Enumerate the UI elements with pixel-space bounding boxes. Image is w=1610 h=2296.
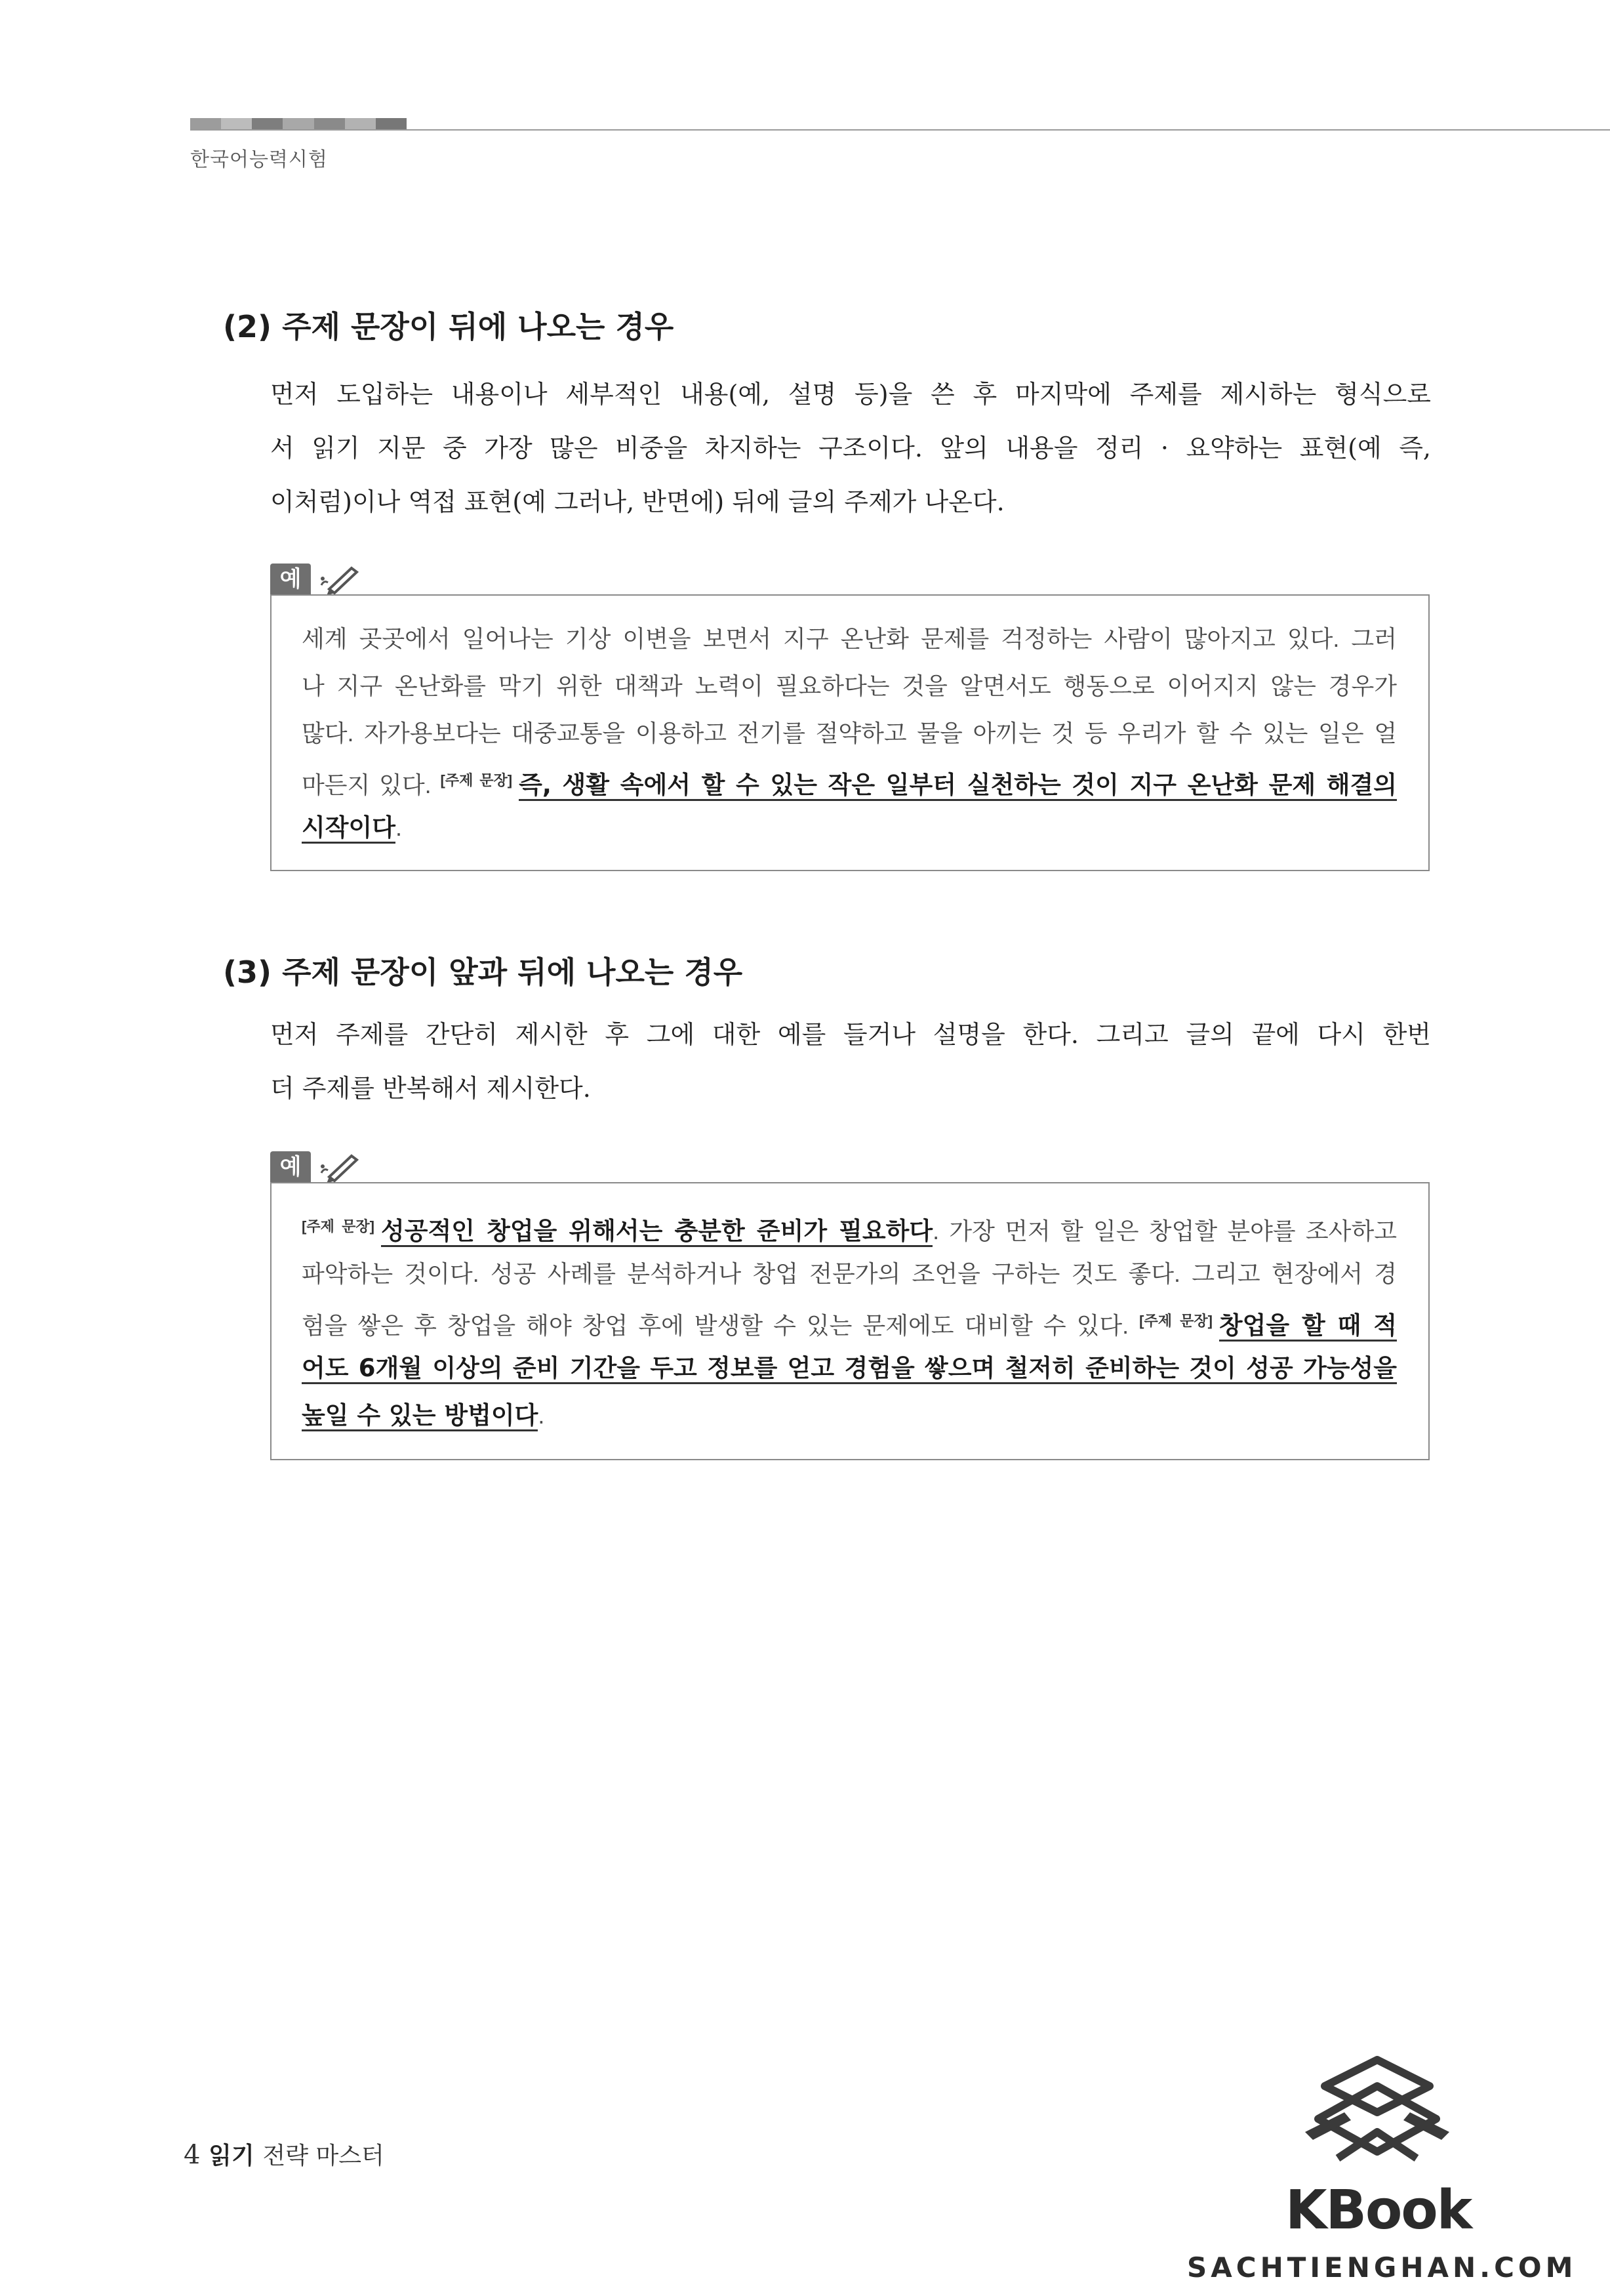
example-box xyxy=(270,1182,1430,1460)
example-tag xyxy=(270,1151,363,1183)
header-bar-segment xyxy=(314,118,345,130)
example-line xyxy=(302,804,1397,851)
topic-sentence-tag: [주제 문장] xyxy=(440,772,513,789)
topic-sentence-tag: [주제 문장] xyxy=(302,1218,375,1235)
example-tag xyxy=(270,563,363,596)
example-text: . 가장 먼저 할 일은 창업할 분야를 조사하고 xyxy=(933,1218,1397,1244)
section-3-title: (3) 주제 문장이 앞과 뒤에 나오는 경우 xyxy=(223,954,743,990)
paragraph-line: 서 읽기 지문 중 가장 많은 비중을 차지하는 구조이다. 앞의 내용을 정리 · 요약하는 표현(예 즉, xyxy=(270,434,1431,462)
page-number: 4 xyxy=(184,2140,201,2170)
header-bar-segment xyxy=(252,118,283,130)
example-text: . xyxy=(538,1402,545,1429)
topic-sentence: 창업을 할 때 적 xyxy=(1219,1311,1397,1342)
paragraph-line: 이처럼)이나 역접 표현(예 그러나, 반면에) 뒤에 글의 주제가 나온다. xyxy=(270,487,1005,516)
example-line xyxy=(302,757,1397,804)
example-line: 나 지구 온난화를 막기 위한 대책과 노력이 필요하다는 것을 알면서도 행동으로 이어지지 않는 경우가 xyxy=(302,672,1397,699)
header-bar-segment xyxy=(221,118,252,130)
example-line xyxy=(302,1345,1397,1392)
footer-book-title-bold: 읽기 xyxy=(209,2142,254,2169)
header-bar-segment xyxy=(283,118,313,130)
pen-icon xyxy=(317,563,363,596)
example-line: 세계 곳곳에서 일어나는 기상 이변을 보면서 지구 온난화 문제를 걱정하는 사람이 많아지고 있다. 그러 xyxy=(302,625,1397,652)
paragraph-line: 더 주제를 반복해서 제시한다. xyxy=(270,1074,591,1103)
section-2-paragraph xyxy=(270,367,1431,529)
example-line xyxy=(302,1298,1397,1345)
paragraph-line: 먼저 주제를 간단히 제시한 후 그에 대한 예를 들거나 설명을 한다. 그리고 글의 끝에 다시 한번 xyxy=(270,1020,1431,1049)
section-3-paragraph xyxy=(270,1008,1431,1115)
topic-sentence: 높일 수 있는 방법이다 xyxy=(302,1401,538,1431)
running-head: 한국어능력시험 xyxy=(190,148,328,171)
example-line: 많다. 자가용보다는 대중교통을 이용하고 전기를 절약하고 물을 아끼는 것 등 우리가 할 수 있는 일은 얼 xyxy=(302,720,1397,747)
example-label: 예 xyxy=(270,1151,311,1183)
footer-book-title: 전략 마스터 xyxy=(262,2142,384,2169)
topic-sentence-tag: [주제 문장] xyxy=(1139,1313,1213,1329)
example-line xyxy=(302,1392,1397,1439)
header-bar-segment xyxy=(345,118,376,130)
example-label: 예 xyxy=(270,564,311,595)
example-text: 험을 쌓은 후 창업을 해야 창업 후에 발생할 수 있는 문제에도 대비할 수 있다. xyxy=(302,1312,1129,1339)
topic-sentence: 시작이다 xyxy=(302,813,395,844)
brand-url: SACHTIENGHAN.COM xyxy=(1187,2251,1577,2284)
example-line xyxy=(302,1203,1397,1250)
pen-icon xyxy=(317,1151,363,1183)
topic-sentence: 즉, 생활 속에서 할 수 있는 작은 일부터 실천하는 것이 지구 온난화 문제 해결의 xyxy=(519,771,1397,801)
page-footer xyxy=(184,2137,384,2171)
section-2-title: (2) 주제 문장이 뒤에 나오는 경우 xyxy=(223,309,674,344)
brand-name: KBook xyxy=(1285,2179,1472,2242)
example-box xyxy=(270,594,1430,871)
topic-sentence: 어도 6개월 이상의 준비 기간을 두고 정보를 얻고 경험을 쌓으며 철저히 준비하는 것이 성공 가능성을 xyxy=(302,1354,1397,1384)
header-color-bar xyxy=(190,118,407,130)
example-line: 파악하는 것이다. 성공 사례를 분석하거나 창업 전문가의 조언을 구하는 것도 좋다. 그리고 현장에서 경 xyxy=(302,1260,1397,1287)
header-bar-segment xyxy=(376,118,407,130)
header-bar-segment xyxy=(190,118,221,130)
example-text: 마든지 있다. xyxy=(302,771,432,798)
example-text: . xyxy=(395,814,402,841)
paragraph-line: 먼저 도입하는 내용이나 세부적인 내용(예, 설명 등)을 쓴 후 마지막에 주제를 제시하는 형식으로 xyxy=(270,380,1431,409)
topic-sentence: 성공적인 창업을 위해서는 충분한 준비가 필요하다 xyxy=(381,1217,933,1247)
header-rule xyxy=(190,129,1610,131)
